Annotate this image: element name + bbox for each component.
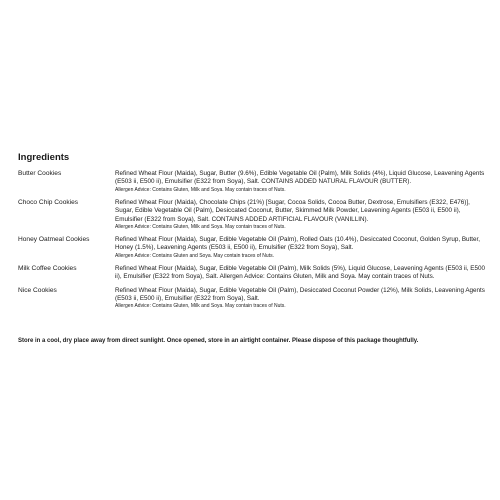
product-row-milk-coffee-cookies xyxy=(18,265,488,282)
ingredients-text: Refined Wheat Flour (Maida), Sugar, Edible Vegetable Oil (Palm), Rolled Oats (10.4%), Desiccated Coconut, Golden Syrup, Butter, Honey (1.5%), Leavening Agents (E503 ii, E500 ii), Emulsifier (E322 from Soya), Salt. xyxy=(115,236,481,252)
ingredients-text: Refined Wheat Flour (Maida), Chocolate Chips (21%) [Sugar, Cocoa Solids, Cocoa Butter, Dextrose, Emulsifiers (E322, E476)], Sugar, Edible Vegetable Oil (Palm), Desiccated Coconut, Butter, Skimmed Milk Powder, Leavening Agents (E503 ii, E500 ii), Emulsifier (E322 from Soya), Salt. CONTAINS ADDED ARTIFICIAL FLAVOUR (VANILLIN). xyxy=(115,198,470,223)
product-name: Butter Cookies xyxy=(18,170,62,177)
allergen-advice: Allergen Advice: Contains Gluten, Milk and Soya. May contain traces of Nuts. xyxy=(115,303,286,310)
product-list xyxy=(18,170,488,310)
ingredients-panel xyxy=(18,152,488,315)
product-name: Honey Oatmeal Cookies xyxy=(18,236,90,244)
product-row-choco-chip-cookies xyxy=(18,199,488,231)
product-name: Milk Coffee Cookies xyxy=(18,264,77,272)
ingredients-text: Refined Wheat Flour (Maida), Sugar, Butter (9.6%), Edible Vegetable Oil (Palm), Milk Solids (4%), Liquid Glucose, Leavening Agents (E503 ii, E500 ii), Emulsifier (E322 from Soya), Salt. CONTAINS ADDED NATURAL FLAVOUR (BUTTER). xyxy=(115,170,485,186)
product-row-nice-cookies xyxy=(18,287,488,311)
product-details xyxy=(115,170,488,194)
allergen-advice: Allergen Advice: Contains Gluten, Milk and Soya. May contain traces of Nuts. xyxy=(115,224,286,231)
product-row-honey-oatmeal-cookies xyxy=(18,236,488,260)
product-details xyxy=(115,287,488,311)
ingredients-text: Refined Wheat Flour (Maida), Sugar, Edible Vegetable Oil (Palm), Desiccated Coconut Powder (12%), Milk Solids, Leavening Agents (E503 ii, E500 ii), Emulsifier (E322 from Soya), Salt. xyxy=(115,286,485,303)
allergen-advice: Allergen Advice: Contains Gluten and Soya. May contain traces of Nuts. xyxy=(115,252,274,259)
storage-instructions: Store in a cool, dry place away from direct sunlight. Once opened, store in an airtight container. Please dispose of this package thoughtfully. xyxy=(18,338,419,344)
product-details xyxy=(115,265,488,282)
product-details xyxy=(115,199,488,231)
product-details xyxy=(115,236,488,260)
ingredients-heading: Ingredients xyxy=(18,152,70,163)
allergen-advice: Allergen Advice: Contains Gluten, Milk and Soya. May contain traces of Nuts. xyxy=(115,186,286,193)
product-name: Choco Chip Cookies xyxy=(18,198,79,206)
product-name: Nice Cookies xyxy=(18,286,57,294)
product-row-butter-cookies xyxy=(18,170,488,194)
ingredients-text: Refined Wheat Flour (Maida), Sugar, Edible Vegetable Oil (Palm), Milk Solids (5%), Liquid Glucose, Leavening Agents (E503 ii, E500 ii), Emulsifier (E322 from Soya), Salt. Allergen Advice: Contains Gluten, Milk and Soya. May contain traces of Nuts. xyxy=(115,264,485,281)
